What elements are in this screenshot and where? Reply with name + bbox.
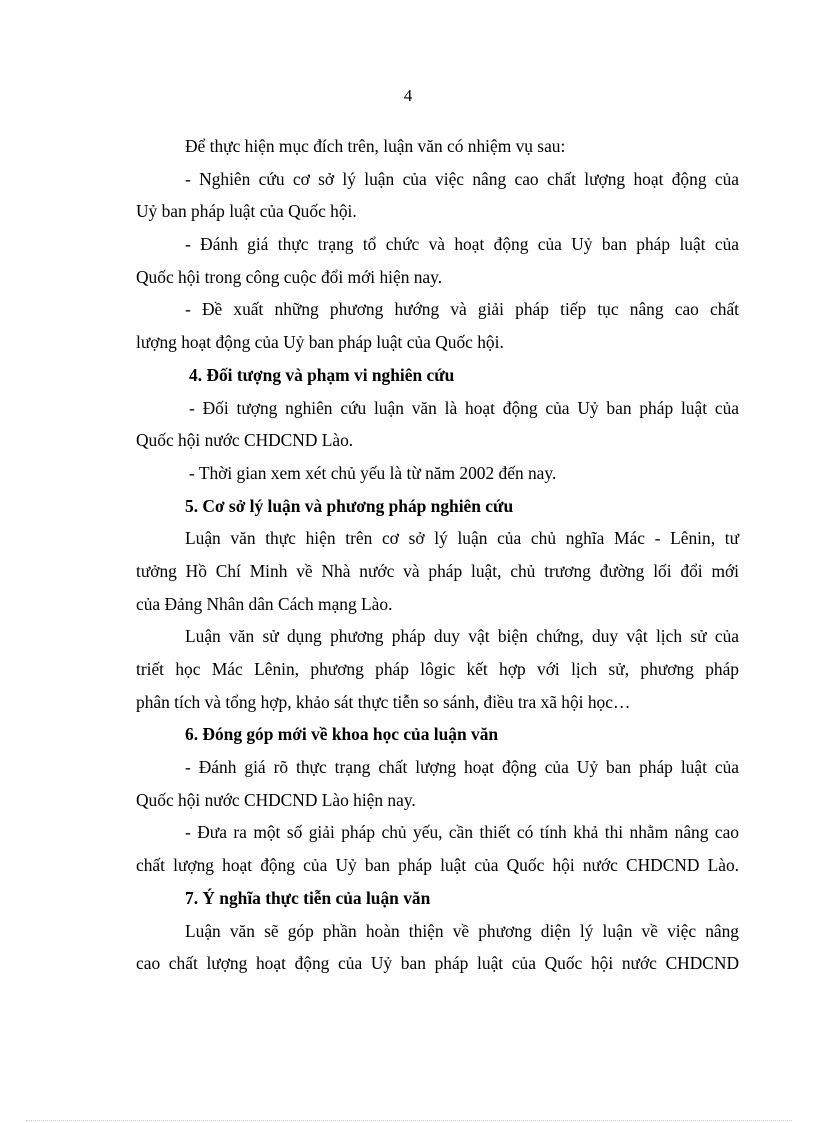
paragraph-line: của Đảng Nhân dân Cách mạng Lào. [136, 593, 393, 614]
list-item-line: lượng hoạt động của Uỷ ban pháp luật của Quốc hội. [136, 332, 504, 353]
paragraph-line: Luận văn sử dụng phương pháp duy vật biện chứng, duy vật lịch sử của [185, 626, 739, 647]
list-item-line: - Đối tượng nghiên cứu luận văn là hoạt động của Uỷ ban pháp luật của [189, 397, 739, 418]
list-item-line: chất lượng hoạt động của Uỷ ban pháp luật của Quốc hội nước CHDCND Lào. [136, 855, 739, 876]
paragraph-line: Luận văn sẽ góp phần hoàn thiện về phương diện lý luận về việc nâng [185, 920, 739, 941]
list-item-line: - Nghiên cứu cơ sở lý luận của việc nâng cao chất lượng hoạt động của [185, 168, 739, 189]
list-item-line: - Đánh giá rõ thực trạng chất lượng hoạt động của Uỷ ban pháp luật của [185, 757, 739, 778]
paragraph-line: phân tích và tổng hợp, khảo sát thực tiễn so sánh, điều tra xã hội học… [136, 691, 631, 712]
paragraph-line: Luận văn thực hiện trên cơ sở lý luận của chủ nghĩa Mác - Lênin, tư [185, 528, 739, 549]
list-item-line: Quốc hội nước CHDCND Lào hiện nay. [136, 789, 416, 810]
list-item-line: Uỷ ban pháp luật của Quốc hội. [136, 201, 357, 222]
paragraph-line: triết học Mác Lênin, phương pháp lôgic kết hợp với lịch sử, phương pháp [136, 659, 739, 679]
section-heading: 7. Ý nghĩa thực tiễn của luận văn [185, 887, 431, 908]
list-item-line: Quốc hội trong công cuộc đổi mới hiện nay. [136, 266, 443, 287]
list-item-line: - Đánh giá thực trạng tổ chức và hoạt động của Uỷ ban pháp luật của [185, 234, 739, 255]
section-heading: 5. Cơ sở lý luận và phương pháp nghiên cứu [185, 495, 514, 516]
paragraph-line: Để thực hiện mục đích trên, luận văn có nhiệm vụ sau: [185, 136, 566, 156]
list-item-line: - Đề xuất những phương hướng và giải pháp tiếp tục nâng cao chất [185, 299, 739, 320]
section-heading: 6. Đóng góp mới về khoa học của luận văn [185, 724, 499, 745]
list-item-line: - Thời gian xem xét chủ yếu là từ năm 2002 đến nay. [189, 462, 557, 483]
list-item-line: Quốc hội nước CHDCND Lào. [136, 430, 354, 451]
page-footer-divider [26, 1120, 792, 1121]
page-number: 4 [403, 86, 413, 105]
paragraph-line: cao chất lượng hoạt động của Uỷ ban pháp luật của Quốc hội nước CHDCND [136, 953, 739, 974]
list-item-line: - Đưa ra một số giải pháp chủ yếu, cần thiết có tính khả thi nhằm nâng cao [185, 822, 739, 843]
section-heading: 4. Đối tượng và phạm vi nghiên cứu [189, 364, 455, 385]
document-body [136, 130, 739, 980]
paragraph-line: tưởng Hồ Chí Minh về Nhà nước và pháp luật, chủ trương đường lối đổi mới [136, 560, 739, 581]
